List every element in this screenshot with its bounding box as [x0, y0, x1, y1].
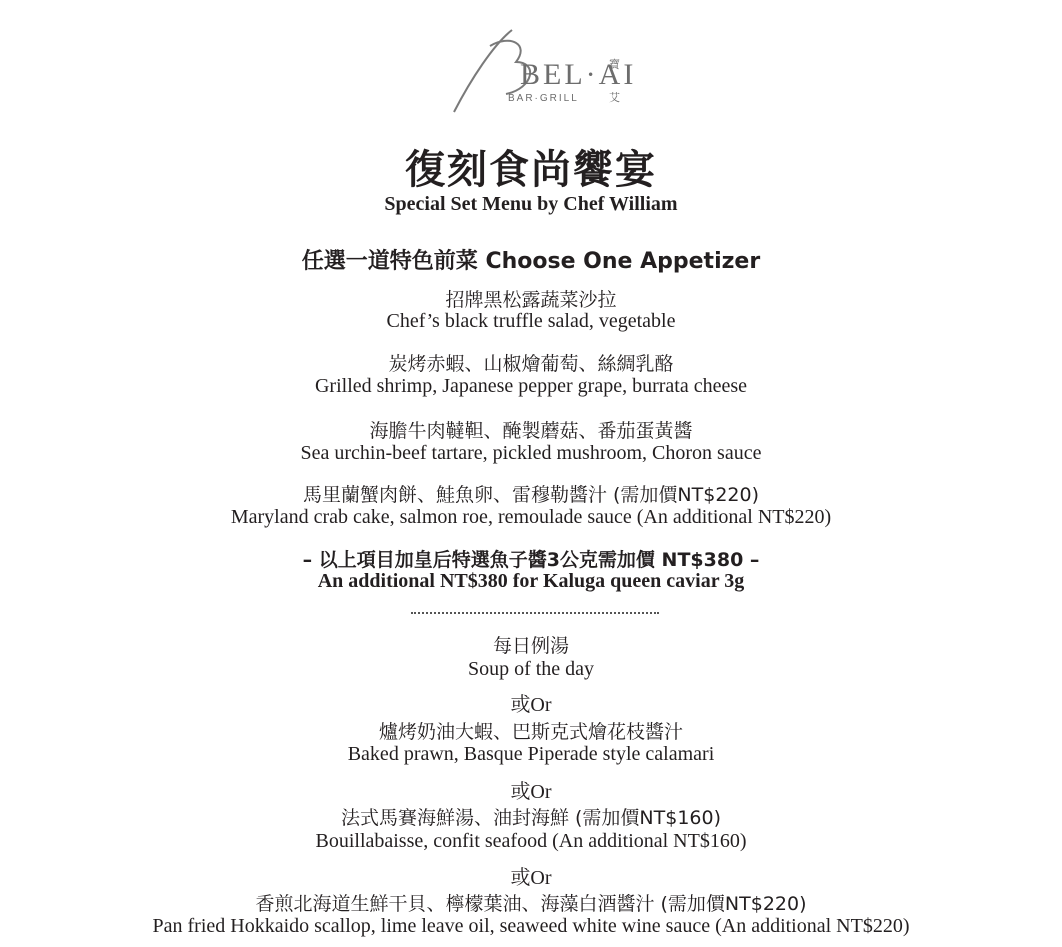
second-course-1-zh: 每日例湯 [492, 635, 569, 657]
appetizer-4-en: Maryland crab cake, salmon roe, remoulade sauce (An additional NT$220) [230, 506, 832, 528]
appetizer-4-zh: 馬里蘭蟹肉餅、鮭魚卵、雷穆勒醬汁 (需加價NT$220) [302, 484, 760, 506]
logo [446, 24, 636, 116]
second-course-3-zh: 法式馬賽海鮮湯、油封海鮮 (需加價NT$160) [340, 807, 722, 829]
or-separator: 或Or [510, 867, 552, 889]
second-course-2-zh: 爐烤奶油大蝦、巴斯克式燴花枝醬汁 [378, 721, 683, 743]
or-separator: 或Or [510, 694, 552, 716]
appetizer-2-zh: 炭烤赤蝦、山椒燴葡萄、絲綢乳酪 [388, 353, 674, 375]
menu-title-en: Special Set Menu by Chef William [384, 193, 678, 215]
logo-sub-text: BAR·GRILL [508, 93, 579, 104]
caviar-note-zh: – 以上項目加皇后特選魚子醬3公克需加價 NT$380 – [302, 549, 760, 571]
appetizer-1-zh: 招牌黑松露蔬菜沙拉 [445, 289, 617, 311]
second-course-4-en: Pan fried Hokkaido scallop, lime leave oil, seaweed white wine sauce (An additional NT$220) [152, 915, 910, 937]
logo-zh-bottom: 艾 [609, 91, 620, 104]
appetizer-1-en: Chef’s black truffle salad, vegetable [386, 310, 676, 332]
appetizer-heading: 任選一道特色前菜 Choose One Appetizer [301, 249, 761, 274]
logo-zh-top: 寶 [609, 58, 620, 71]
menu-title-zh: 復刻食尚饗宴 [405, 147, 657, 193]
second-course-1-en: Soup of the day [467, 658, 595, 680]
bel-air-logo-icon [446, 24, 636, 116]
appetizer-2-en: Grilled shrimp, Japanese pepper grape, burrata cheese [314, 375, 748, 397]
second-course-3-en: Bouillabaisse, confit seafood (An additional NT$160) [315, 830, 747, 852]
caviar-note-en: An additional NT$380 for Kaluga queen caviar 3g [317, 570, 745, 592]
logo-brand-text: BEL·AI [520, 58, 636, 91]
dotted-divider [411, 612, 659, 614]
second-course-2-en: Baked prawn, Basque Piperade style calamari [347, 743, 715, 765]
appetizer-3-zh: 海膽牛肉韃靼、醃製蘑菇、番茄蛋黃醬 [369, 420, 693, 442]
appetizer-3-en: Sea urchin-beef tartare, pickled mushroom, Choron sauce [300, 442, 762, 464]
or-separator: 或Or [510, 781, 552, 803]
second-course-4-zh: 香煎北海道生鮮干貝、檸檬葉油、海藻白酒醬汁 (需加價NT$220) [255, 893, 807, 915]
